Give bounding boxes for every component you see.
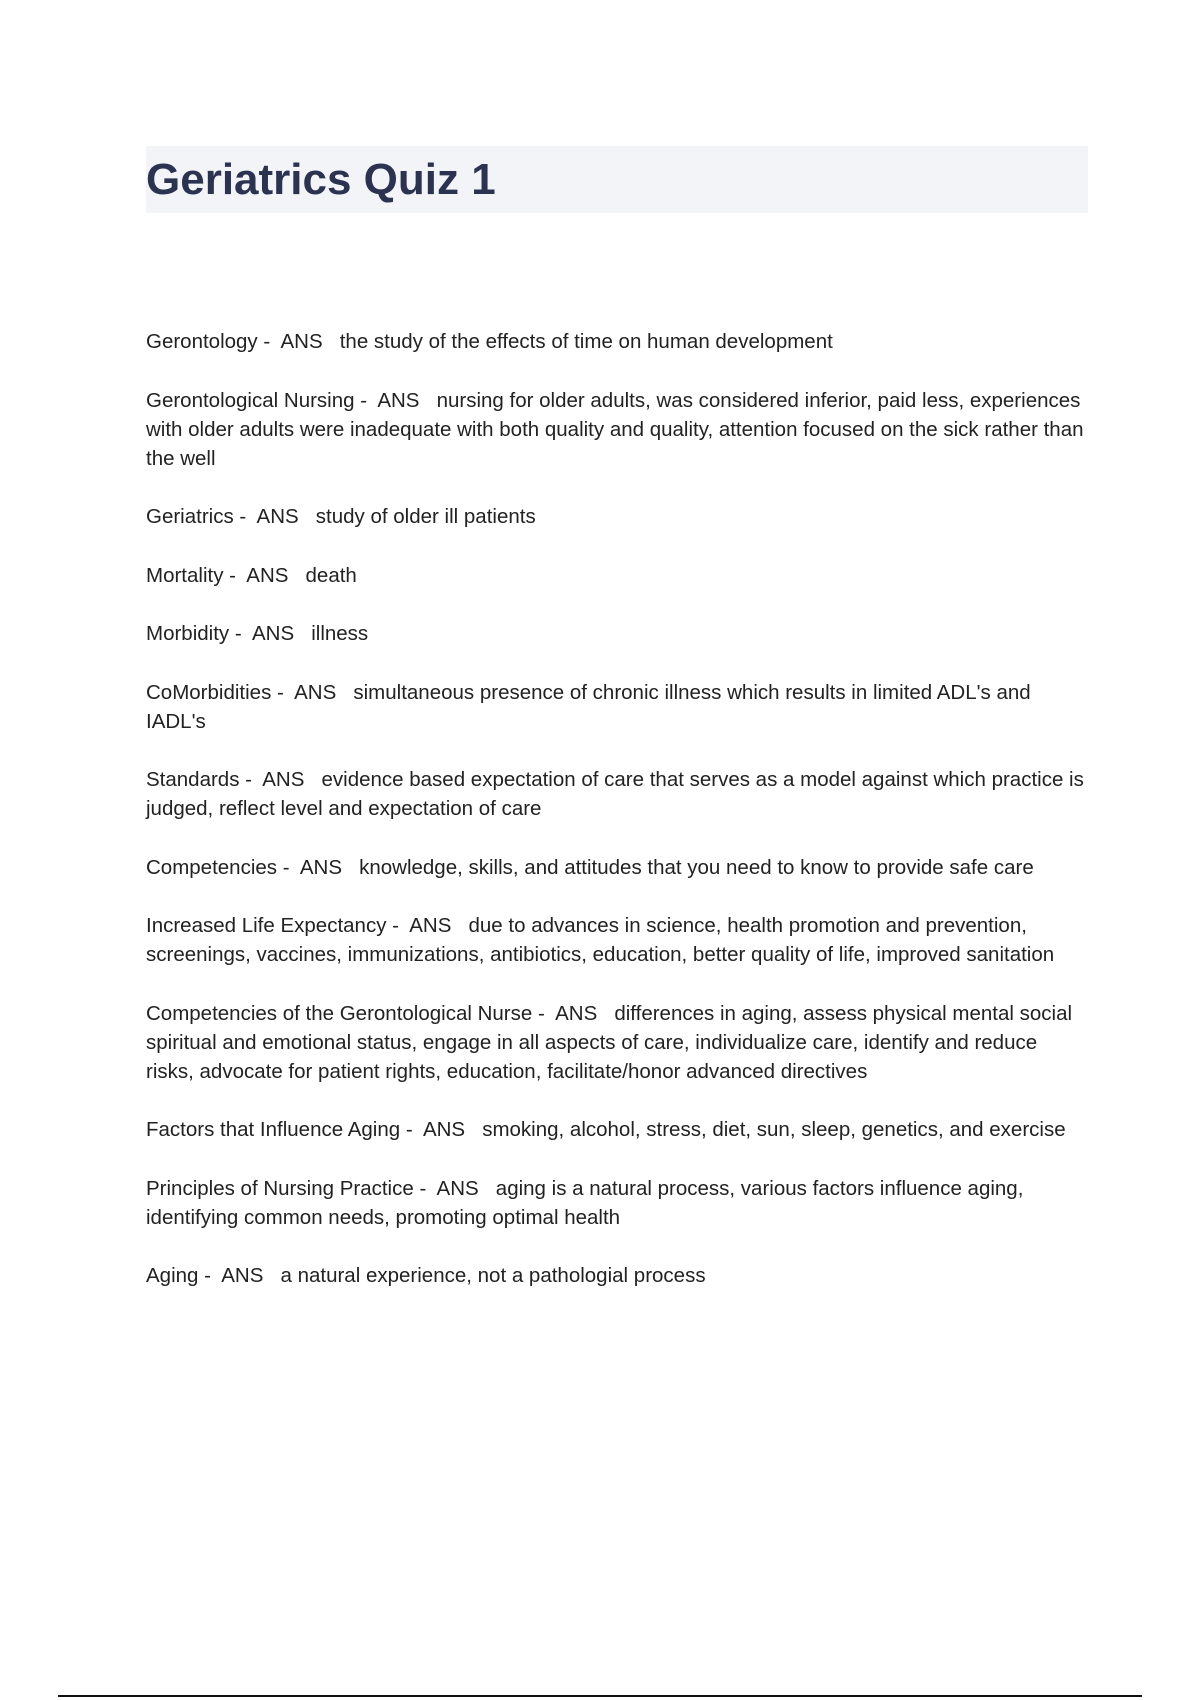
ans-label: ANS — [294, 680, 337, 704]
list-item: Mortality - ANS death — [146, 563, 357, 587]
entry-definition: illness — [311, 622, 369, 645]
entry-term: Aging — [146, 1264, 199, 1287]
list-item: Geriatrics - ANS study of older ill patients — [146, 505, 536, 528]
title-banner — [146, 146, 1088, 213]
list-item: Competencies of the Gerontological Nurse - ANS differences in aging, assess physical mental social spiritual and emotional status, engage in all aspects of care, individualize care, identify and reduce risks, advocate for patient rights, education, facilitate/honor advanced directives — [146, 1001, 1073, 1083]
ans-label: ANS — [262, 768, 305, 791]
list-item: Increased Life Expectancy - ANS due to advances in science, health promotion and prevention, screenings, vaccines, immunizations, antibiotics, education, better quality of life, improved sanitation — [146, 914, 1055, 966]
entry-term: Mortality — [146, 563, 224, 587]
entry-term: Competencies — [146, 855, 278, 879]
list-item: Factors that Influence Aging - ANS smoking, alcohol, stress, diet, sun, sleep, genetics, and exercise — [146, 1118, 1066, 1141]
ans-label: ANS — [246, 563, 289, 587]
ans-label: ANS — [256, 505, 299, 528]
ans-label: ANS — [422, 1118, 466, 1141]
entry-term: Competencies of the Gerontological Nurse — [146, 1001, 533, 1025]
list-item: Gerontological Nursing - ANS nursing for older adults, was considered inferior, paid less, experiences with older adults were inadequate with both quality and quality, attention focused on the sick rather than the well — [146, 388, 1084, 470]
footer-divider — [58, 1695, 1142, 1697]
entry-definition: smoking, alcohol, stress, diet, sun, sleep, genetics, and exercise — [482, 1118, 1066, 1141]
entry-definition: death — [305, 563, 357, 587]
entry-definition: aging is a natural process, various factors influence aging, identifying common needs, promoting optimal health — [146, 1176, 1024, 1229]
entry-term: Increased Life Expectancy — [146, 914, 387, 937]
entry-term: Standards — [146, 768, 240, 791]
list-item: Gerontology - ANS the study of the effects of time on human development — [146, 330, 833, 353]
entry-definition: knowledge, skills, and attitudes that you need to know to provide safe care — [359, 855, 1034, 879]
ans-label: ANS — [409, 914, 452, 937]
entry-definition: the study of the effects of time on human development — [339, 330, 833, 353]
entry-term: Factors that Influence Aging — [146, 1118, 401, 1141]
list-item: Morbidity - ANS illness — [146, 622, 369, 645]
entry-term: Principles of Nursing Practice — [146, 1176, 414, 1200]
entry-term: Morbidity — [146, 622, 230, 645]
entry-term: Geriatrics — [146, 505, 234, 528]
entry-term: CoMorbidities — [146, 680, 272, 704]
ans-label: ANS — [377, 388, 420, 412]
list-item: Competencies - ANS knowledge, skills, and attitudes that you need to know to provide safe care — [146, 855, 1034, 879]
entry-definition: differences in aging, assess physical mental social spiritual and emotional status, engage in all aspects of care, individualize care, identify and reduce risks, advocate for patient rights, education, facilitate/honor advanced directives — [146, 1001, 1073, 1083]
entry-list — [146, 327, 1090, 1320]
list-item: Principles of Nursing Practice - ANS aging is a natural process, various factors influence aging, identifying common needs, promoting optimal health — [146, 1176, 1024, 1229]
entry-definition: evidence based expectation of care that serves as a model against which practice is judged, reflect level and expectation of care — [146, 768, 1084, 820]
entry-definition: nursing for older adults, was considered inferior, paid less, experiences with older adults were inadequate with both quality and quality, attention focused on the sick rather than the well — [146, 388, 1084, 470]
entry-definition: simultaneous presence of chronic illness which results in limited ADL's and IADL's — [146, 680, 1031, 733]
entry-definition: study of older ill patients — [315, 505, 536, 528]
list-item: Standards - ANS evidence based expectation of care that serves as a model against which practice is judged, reflect level and expectation of care — [146, 768, 1084, 820]
ans-label: ANS — [299, 855, 342, 879]
entry-term: Gerontological Nursing — [146, 388, 355, 412]
entry-definition: due to advances in science, health promotion and prevention, screenings, vaccines, immunizations, antibiotics, education, better quality of life, improved sanitation — [146, 914, 1055, 966]
entry-definition: a natural experience, not a pathologial process — [280, 1264, 706, 1287]
list-item: Aging - ANS a natural experience, not a pathologial process — [146, 1264, 706, 1287]
ans-label: ANS — [251, 622, 295, 645]
list-item: CoMorbidities - ANS simultaneous presence of chronic illness which results in limited ADL's and IADL's — [146, 680, 1031, 733]
page-title: Geriatrics Quiz 1 — [146, 155, 496, 204]
ans-label: ANS — [436, 1176, 479, 1200]
ans-label: ANS — [280, 330, 323, 353]
ans-label: ANS — [221, 1264, 264, 1287]
ans-label: ANS — [555, 1001, 598, 1025]
entry-term: Gerontology — [146, 330, 258, 353]
